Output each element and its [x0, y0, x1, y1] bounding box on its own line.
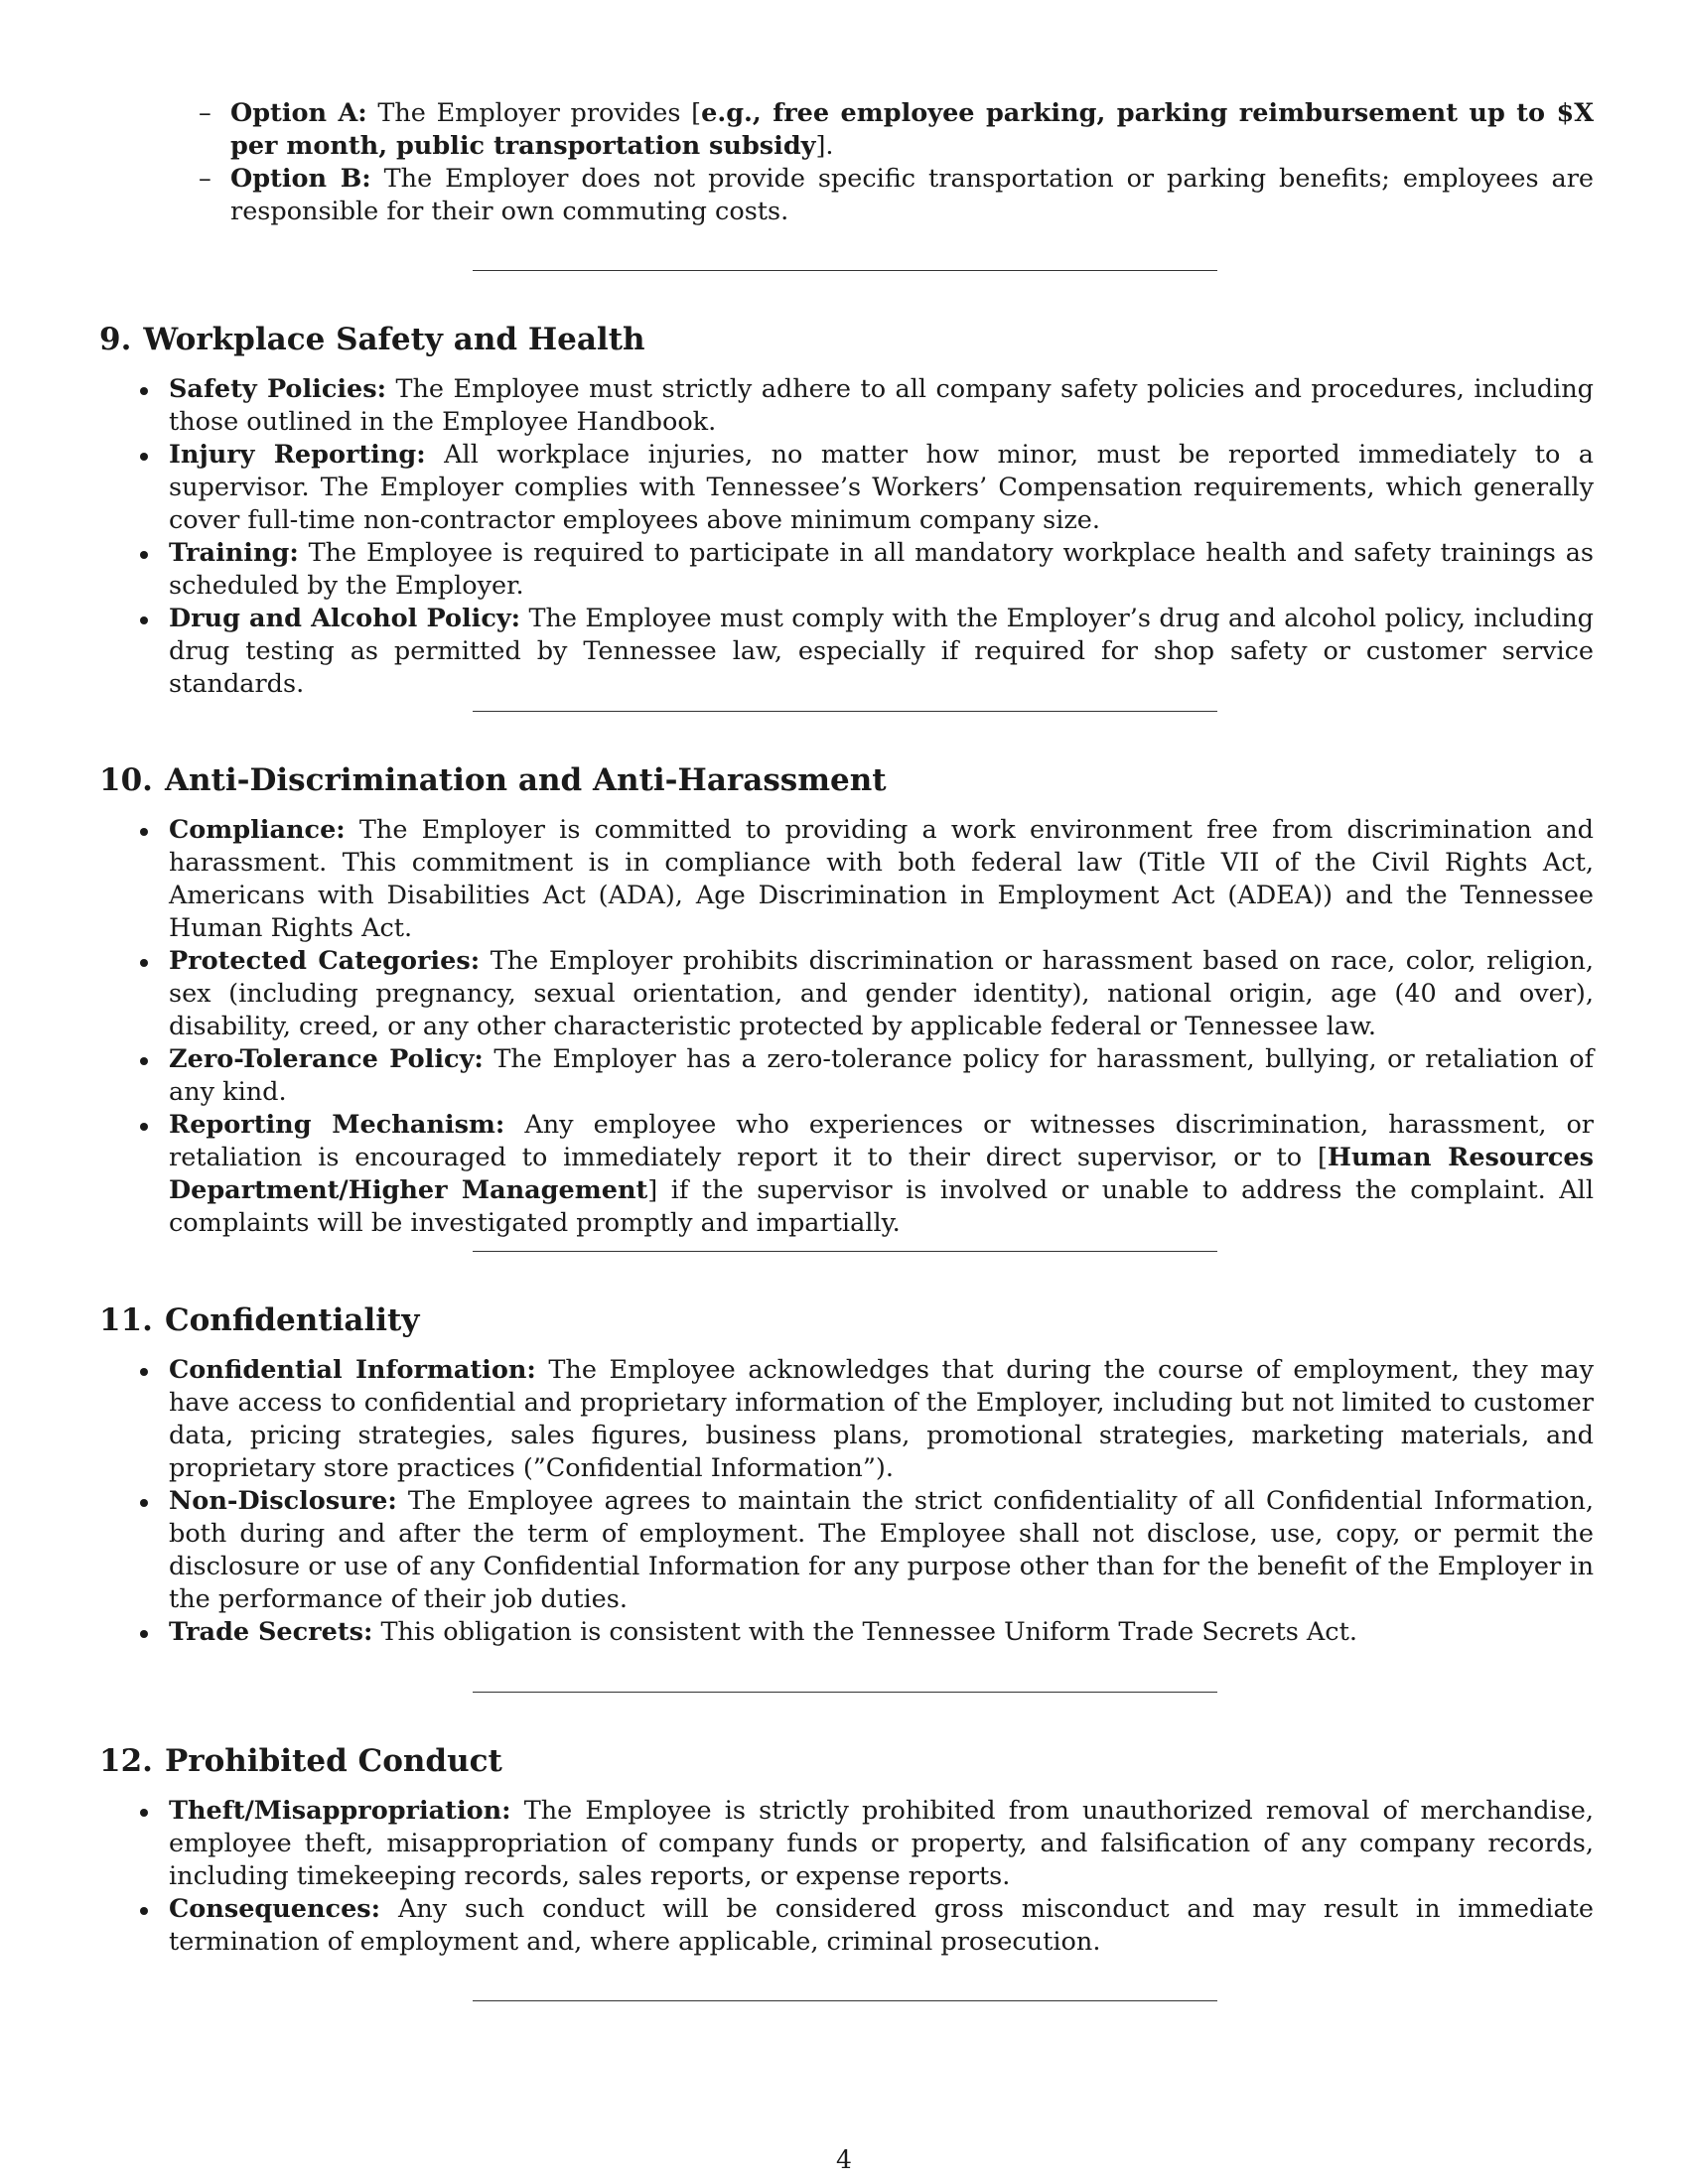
item-label: Consequences:	[169, 1894, 381, 1924]
section-bullet-list	[99, 814, 1594, 1240]
section-heading	[99, 1741, 1594, 1781]
item-text: The Employee is strictly prohibited from unauthorized removal of merchandise, employee theft, misappropriation of company funds or property, and falsification of any company records, including timekeeping records, sales reports, or expense reports.	[169, 1796, 1594, 1891]
page-number: 4	[836, 2145, 852, 2174]
list-item	[99, 1043, 1594, 1109]
section-divider	[473, 1692, 1217, 1693]
item-label: Protected Categories:	[169, 946, 481, 976]
option-label: Option A:	[230, 98, 367, 128]
item-label: Drug and Alcohol Policy:	[169, 604, 521, 633]
item-text: The Employer prohibits discrimination or harassment based on race, color, religion, sex (including pregnancy, sexual orientation, and gender identity), national origin, age (40 and over), disability, creed, or any other characteristic protected by applicable federal or Tennessee law.	[169, 946, 1594, 1041]
list-item	[99, 1485, 1594, 1616]
section-title: Workplace Safety and Health	[143, 322, 645, 357]
list-item	[99, 373, 1594, 439]
list-item	[99, 1354, 1594, 1485]
item-text: Any such conduct will be considered gross misconduct and may result in immediate termination of employment and, where applicable, criminal prosecution.	[169, 1894, 1594, 1957]
option-item	[199, 97, 1594, 163]
list-item	[99, 1616, 1594, 1649]
item-text: This obligation is consistent with the Tennessee Uniform Trade Secrets Act.	[380, 1617, 1357, 1647]
section-title: Prohibited Conduct	[164, 1743, 502, 1779]
option-placeholder: e.g., free employee parking, parking reimbursement up to $X per month, public transportation subsidy	[230, 98, 1594, 161]
option-text: The Employer does not provide specific transportation or parking benefits; employees are responsible for their own commuting costs.	[230, 164, 1595, 226]
item-text: The Employee agrees to maintain the strict confidentiality of all Confidential Information, both during and after the term of employment. The Employee shall not disclose, use, copy, or permit the disclosure or use of any Confidential Information for any purpose other than for the benefit of the Employer in the performance of their job duties.	[169, 1486, 1594, 1614]
item-text: Any employee who experiences or witnesses discrimination, harassment, or retaliation is encouraged to immediately report it to their direct supervisor, or to [	[169, 1110, 1594, 1172]
list-item	[99, 1795, 1594, 1893]
option-text-end: ].	[815, 131, 834, 161]
item-label: Trade Secrets:	[169, 1617, 373, 1647]
item-label: Confidential Information:	[169, 1355, 536, 1385]
section-bullet-list	[99, 373, 1594, 701]
item-label: Non-Disclosure:	[169, 1486, 397, 1516]
section-number: 11.	[99, 1302, 153, 1338]
section-confidentiality	[99, 1300, 1594, 1649]
section-bullet-list	[99, 1354, 1594, 1649]
item-label: Training:	[169, 538, 299, 568]
transportation-options-list	[199, 97, 1594, 228]
list-item	[99, 1109, 1594, 1240]
list-item	[99, 603, 1594, 701]
section-prohibited-conduct	[99, 1741, 1594, 1959]
section-number: 10.	[99, 762, 153, 798]
item-label: Zero-Tolerance Policy:	[169, 1044, 484, 1074]
option-text: The Employer provides [	[377, 98, 702, 128]
item-placeholder: Human Resources Department/Higher Management	[169, 1143, 1595, 1205]
item-text-end: ] if the supervisor is involved or unable to address the complaint. All complaints will be investigated promptly and impartially.	[169, 1175, 1594, 1238]
section-divider	[473, 2000, 1217, 2001]
option-item	[199, 163, 1594, 228]
section-divider	[473, 711, 1217, 712]
item-label: Compliance:	[169, 815, 346, 845]
item-label: Reporting Mechanism:	[169, 1110, 505, 1140]
list-item	[99, 537, 1594, 603]
item-text: The Employer is committed to providing a work environment free from discrimination and harassment. This commitment is in compliance with both federal law (Title VII of the Civil Rights Act, Americans with Disabilities Act (ADA), Age Discrimination in Employment Act (ADEA)) and the Tennessee Human Rights Act.	[169, 815, 1594, 943]
list-item	[99, 439, 1594, 537]
list-item	[99, 1893, 1594, 1959]
section-number: 9.	[99, 322, 132, 357]
section-heading	[99, 320, 1594, 359]
section-number: 12.	[99, 1743, 153, 1779]
section-divider	[473, 1251, 1217, 1252]
section-bullet-list	[99, 1795, 1594, 1959]
section-title: Anti-Discrimination and Anti-Harassment	[164, 762, 887, 798]
section-divider	[473, 270, 1217, 271]
section-title: Confidentiality	[164, 1302, 420, 1338]
section-workplace-safety	[99, 320, 1594, 701]
list-item	[99, 814, 1594, 945]
item-label: Safety Policies:	[169, 374, 387, 404]
item-text: All workplace injuries, no matter how minor, must be reported immediately to a supervisor. The Employer complies with Tennessee’s Workers’ Compensation requirements, which generally cover full-time non-contractor employees above minimum company size.	[169, 440, 1594, 535]
item-text: The Employer has a zero-tolerance policy for harassment, bullying, or retaliation of any kind.	[169, 1044, 1595, 1107]
item-text: The Employee acknowledges that during the course of employment, they may have access to confidential and proprietary information of the Employer, including but not limited to customer data, pricing strategies, sales figures, business plans, promotional strategies, marketing materials, and proprietary store practices (”Confidential Information”).	[169, 1355, 1595, 1483]
item-label: Theft/Misappropriation:	[169, 1796, 511, 1826]
option-label: Option B:	[230, 164, 371, 194]
section-heading	[99, 760, 1594, 800]
item-text: The Employee is required to participate in all mandatory workplace health and safety trainings as scheduled by the Employer.	[169, 538, 1595, 601]
list-item	[99, 945, 1594, 1043]
item-text: The Employee must comply with the Employer’s drug and alcohol policy, including drug testing as permitted by Tennessee law, especially if required for shop safety or customer service standards.	[169, 604, 1594, 699]
section-anti-discrimination	[99, 760, 1594, 1240]
section-heading	[99, 1300, 1594, 1340]
item-text: The Employee must strictly adhere to all company safety policies and procedures, including those outlined in the Employee Handbook.	[169, 374, 1594, 437]
item-label: Injury Reporting:	[169, 440, 426, 470]
